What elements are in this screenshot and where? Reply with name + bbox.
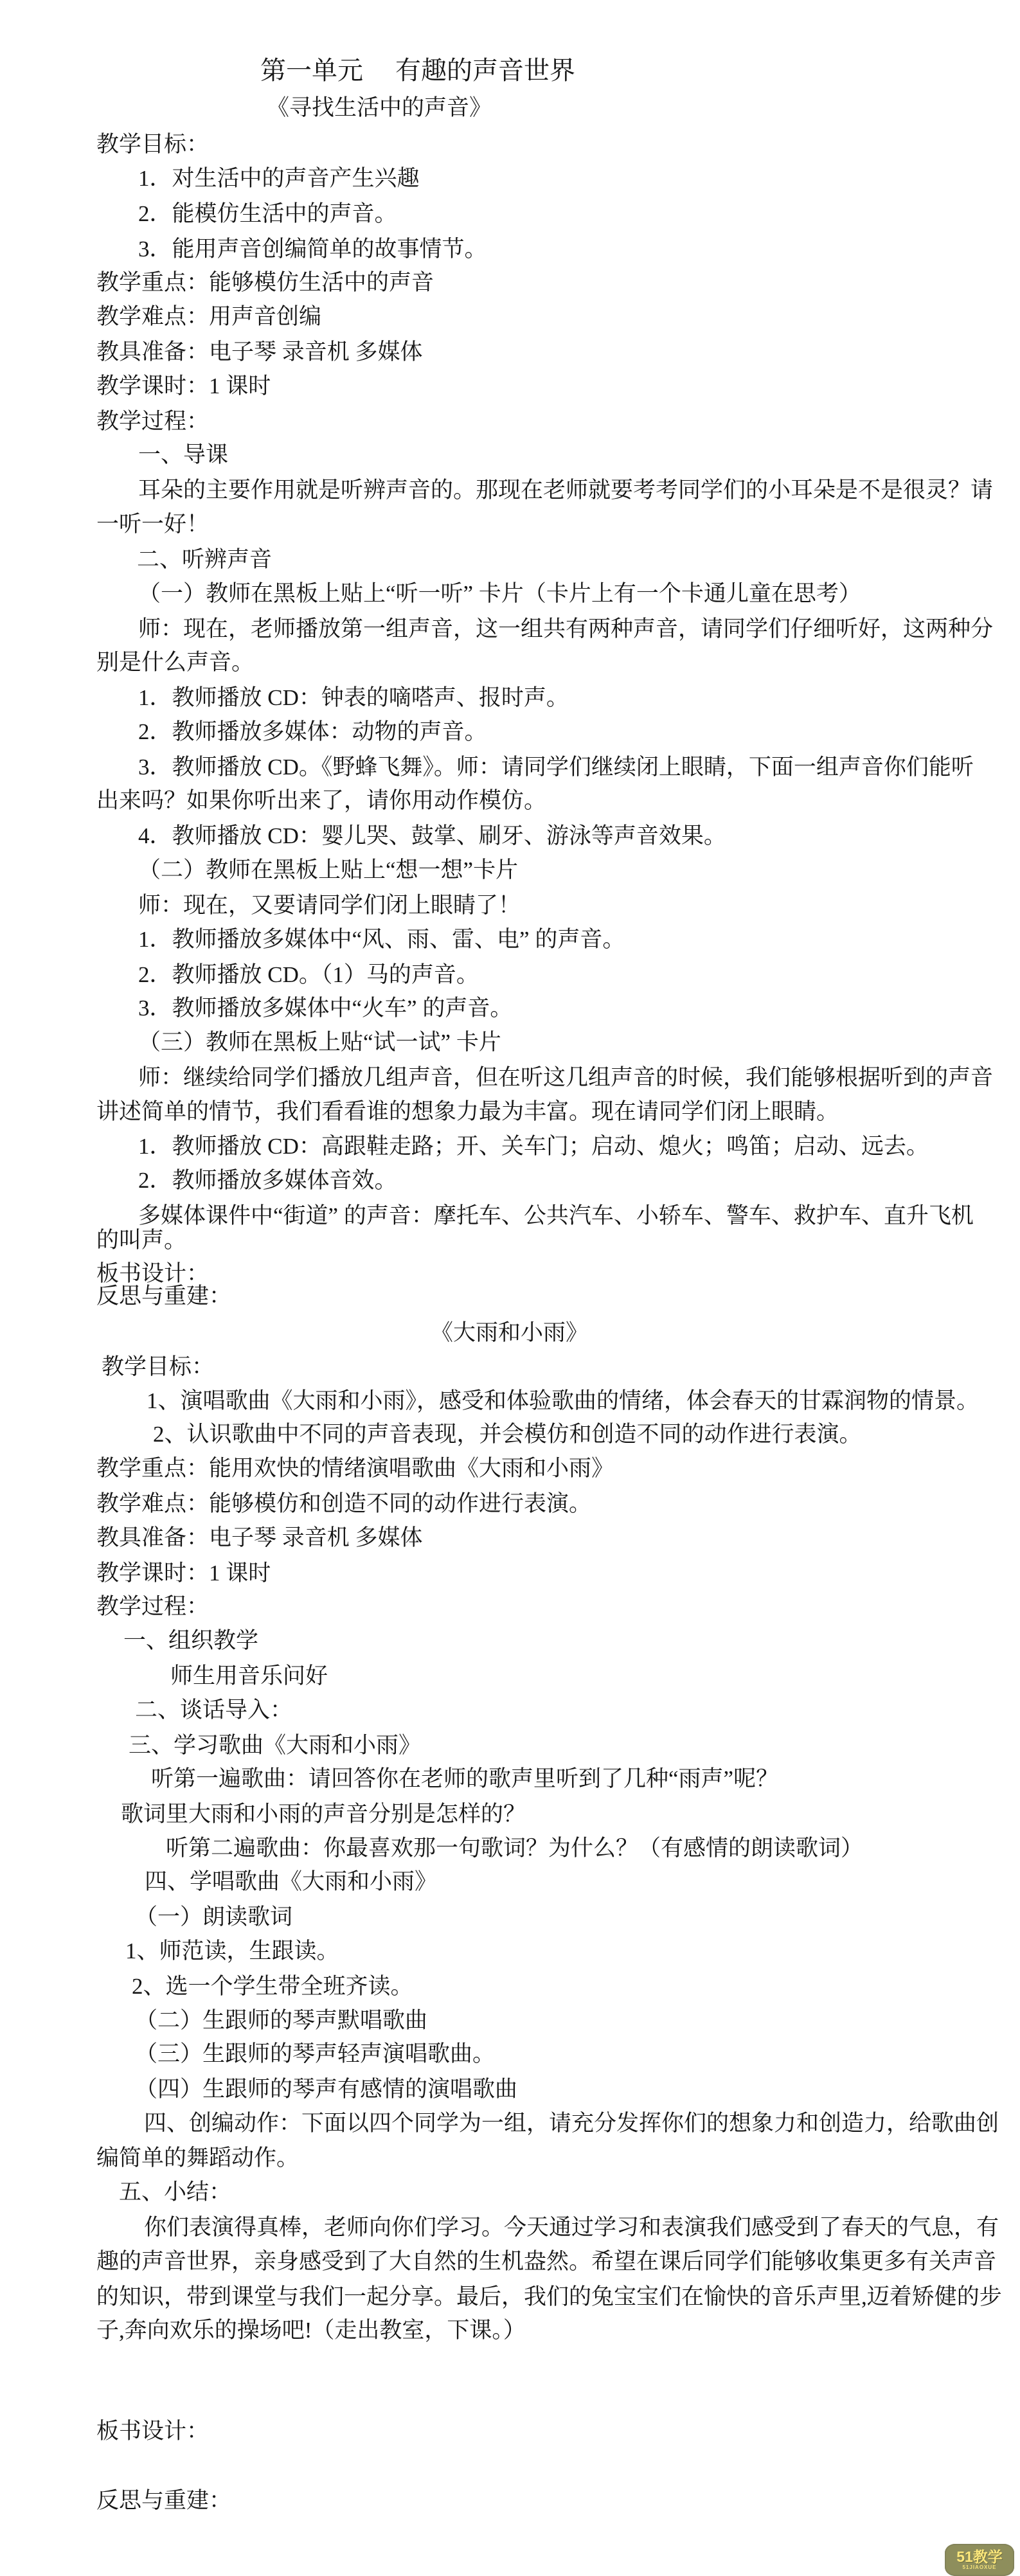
document-line: 四、学唱歌曲《大雨和小雨》 [145, 1869, 438, 1894]
document-line: 3．教师播放多媒体中“火车” 的声音。 [138, 996, 513, 1021]
document-line: （三）生跟师的琴声轻声演唱歌曲。 [135, 2041, 496, 2066]
document-line: 3．教师播放 CD。《野蜂飞舞》。师：请同学们继续闭上眼睛，下面一组声音你们能听 [138, 755, 974, 780]
document-line: 听第二遍歌曲：你最喜欢那一句歌词？为什么？（有感情的朗读歌词） [166, 1836, 864, 1861]
document-line: 讲述简单的情节，我们看看谁的想象力最为丰富。现在请同学们闭上眼睛。 [96, 1099, 839, 1124]
watermark-brand-subtext: 51JIAOXUE [962, 2564, 997, 2570]
document-line: 教学难点：能够模仿和创造不同的动作进行表演。 [96, 1491, 592, 1516]
document-line: 五、小结： [119, 2179, 232, 2205]
document-line: 2．能模仿生活中的声音。 [138, 201, 397, 226]
document-line: 耳朵的主要作用就是听辨声音的。那现在老师就要考考同学们的小耳朵是不是很灵？请 [138, 478, 994, 503]
document-line: 教学目标： [102, 1354, 215, 1379]
document-line: 师：现在，又要请同学们闭上眼睛了！ [138, 893, 521, 918]
document-line: 师：现在，老师播放第一组声音，这一组共有两种声音，请同学们仔细听好，这两种分 [138, 616, 994, 641]
document-line: 教学课时：1 课时 [96, 373, 271, 398]
document-line: 教学重点：能够模仿生活中的声音 [96, 270, 434, 295]
document-line: （四）生跟师的琴声有感情的演唱歌曲 [135, 2077, 518, 2102]
document-line: 一、组织教学 [123, 1628, 259, 1653]
document-line: 1．对生活中的声音产生兴趣 [138, 166, 420, 191]
document-line: 多媒体课件中“街道” 的声音：摩托车、公共汽车、小轿车、警车、救护车、直升飞机 [138, 1203, 974, 1228]
document-line: 《大雨和小雨》 [431, 1320, 589, 1345]
document-line: 2、选一个学生带全班齐读。 [132, 1974, 413, 1999]
document-line: （二）教师在黑板上贴上“想一想”卡片 [138, 857, 519, 882]
document-line: 《寻找生活中的声音》 [267, 95, 492, 120]
document-line: 1．教师播放 CD：钟表的嘀嗒声、报时声。 [138, 685, 569, 710]
document-line: 板书设计： [96, 1261, 210, 1286]
document-line: 二、听辨声音 [137, 547, 273, 572]
document-line: 反思与重建： [96, 2488, 232, 2513]
document-line: 师生用音乐问好 [170, 1663, 328, 1688]
document-line: 教学过程： [96, 1594, 210, 1619]
document-line: 编简单的舞蹈动作。 [96, 2145, 300, 2170]
document-line: 3．能用声音创编简单的故事情节。 [138, 237, 487, 262]
document-line: 板书设计： [96, 2419, 210, 2444]
document-line: 1、演唱歌曲《大雨和小雨》，感受和体验歌曲的情绪，体会春天的甘霖润物的情景。 [147, 1388, 980, 1413]
document-line: 一听一好！ [96, 512, 210, 537]
document-line: 教学过程： [96, 409, 210, 434]
document-line: （一）教师在黑板上贴上“听一听” 卡片（卡片上有一个卡通儿童在思考） [138, 581, 861, 606]
document-line: 教具准备：电子琴 录音机 多媒体 [96, 339, 423, 364]
document-line: 师：继续给同学们播放几组声音，但在听这几组声音的时候，我们能够根据听到的声音 [138, 1065, 994, 1090]
document-line: （一）朗读歌词 [135, 1904, 293, 1929]
document-line: 1、师范读，生跟读。 [125, 1938, 339, 1963]
document-line: 第一单元 有趣的声音世界 [260, 56, 575, 85]
watermark-logo [945, 2544, 1014, 2576]
document-line: 教具准备：电子琴 录音机 多媒体 [96, 1525, 423, 1550]
document-line: 教学难点：用声音创编 [96, 304, 322, 329]
document-line: 2、认识歌曲中不同的声音表现，并会模仿和创造不同的动作进行表演。 [153, 1422, 862, 1447]
document-line: 1．教师播放 CD：高跟鞋走路；开、关车门；启动、熄火；鸣笛；启动、远去。 [138, 1134, 929, 1159]
document-line: 别是什么声音。 [96, 650, 255, 675]
document-line: （二）生跟师的琴声默唱歌曲 [135, 2008, 428, 2033]
document-line: 三、学习歌曲《大雨和小雨》 [129, 1733, 422, 1758]
document-line: 你们表演得真棒，老师向你们学习。今天通过学习和表演我们感受到了春天的气息，有 [144, 2215, 999, 2240]
document-line: 2．教师播放多媒体：动物的声音。 [138, 719, 487, 744]
document-line: 的叫声。 [96, 1228, 187, 1253]
document-line: 的知识，带到课堂与我们一起分享。最后，我们的兔宝宝们在愉快的音乐声里,迈着矫健的步 [96, 2284, 1002, 2309]
document-line: （三）教师在黑板上贴“试一试” 卡片 [138, 1030, 501, 1055]
document-line: 1．教师播放多媒体中“风、雨、雷、电” 的声音。 [138, 927, 625, 952]
document-line: 4．教师播放 CD：婴儿哭、鼓掌、刷牙、游泳等声音效果。 [138, 823, 726, 848]
document-line: 一、导课 [138, 442, 229, 467]
document-line: 趣的声音世界，亲身感受到了大自然的生机盎然。希望在课后同学们能够收集更多有关声音 [96, 2249, 997, 2274]
document-line: 出来吗？如果你听出来了，请你用动作模仿。 [96, 788, 547, 813]
document-line: 教学重点：能用欢快的情绪演唱歌曲《大雨和小雨》 [96, 1456, 614, 1481]
document-line: 歌词里大雨和小雨的声音分别是怎样的？ [121, 1802, 526, 1827]
document-line: 二、谈话导入： [135, 1697, 293, 1722]
document-line: 教学目标： [96, 132, 210, 157]
document-line: 子,奔向欢乐的操场吧!（走出教室，下课。） [96, 2318, 526, 2343]
document-line: 2．教师播放 CD。（1）马的声音。 [138, 962, 479, 987]
document-line: 四、创编动作：下面以四个同学为一组，请充分发挥你们的想象力和创造力，给歌曲创 [144, 2111, 999, 2136]
document-line: 反思与重建： [96, 1284, 232, 1309]
document-line: 教学课时：1 课时 [96, 1561, 271, 1586]
document-line: 2．教师播放多媒体音效。 [138, 1168, 397, 1193]
document-line: 听第一遍歌曲：请回答你在老师的歌声里听到了几种“雨声”呢？ [151, 1766, 779, 1791]
watermark-brand-text: 51教学 [956, 2548, 1003, 2565]
